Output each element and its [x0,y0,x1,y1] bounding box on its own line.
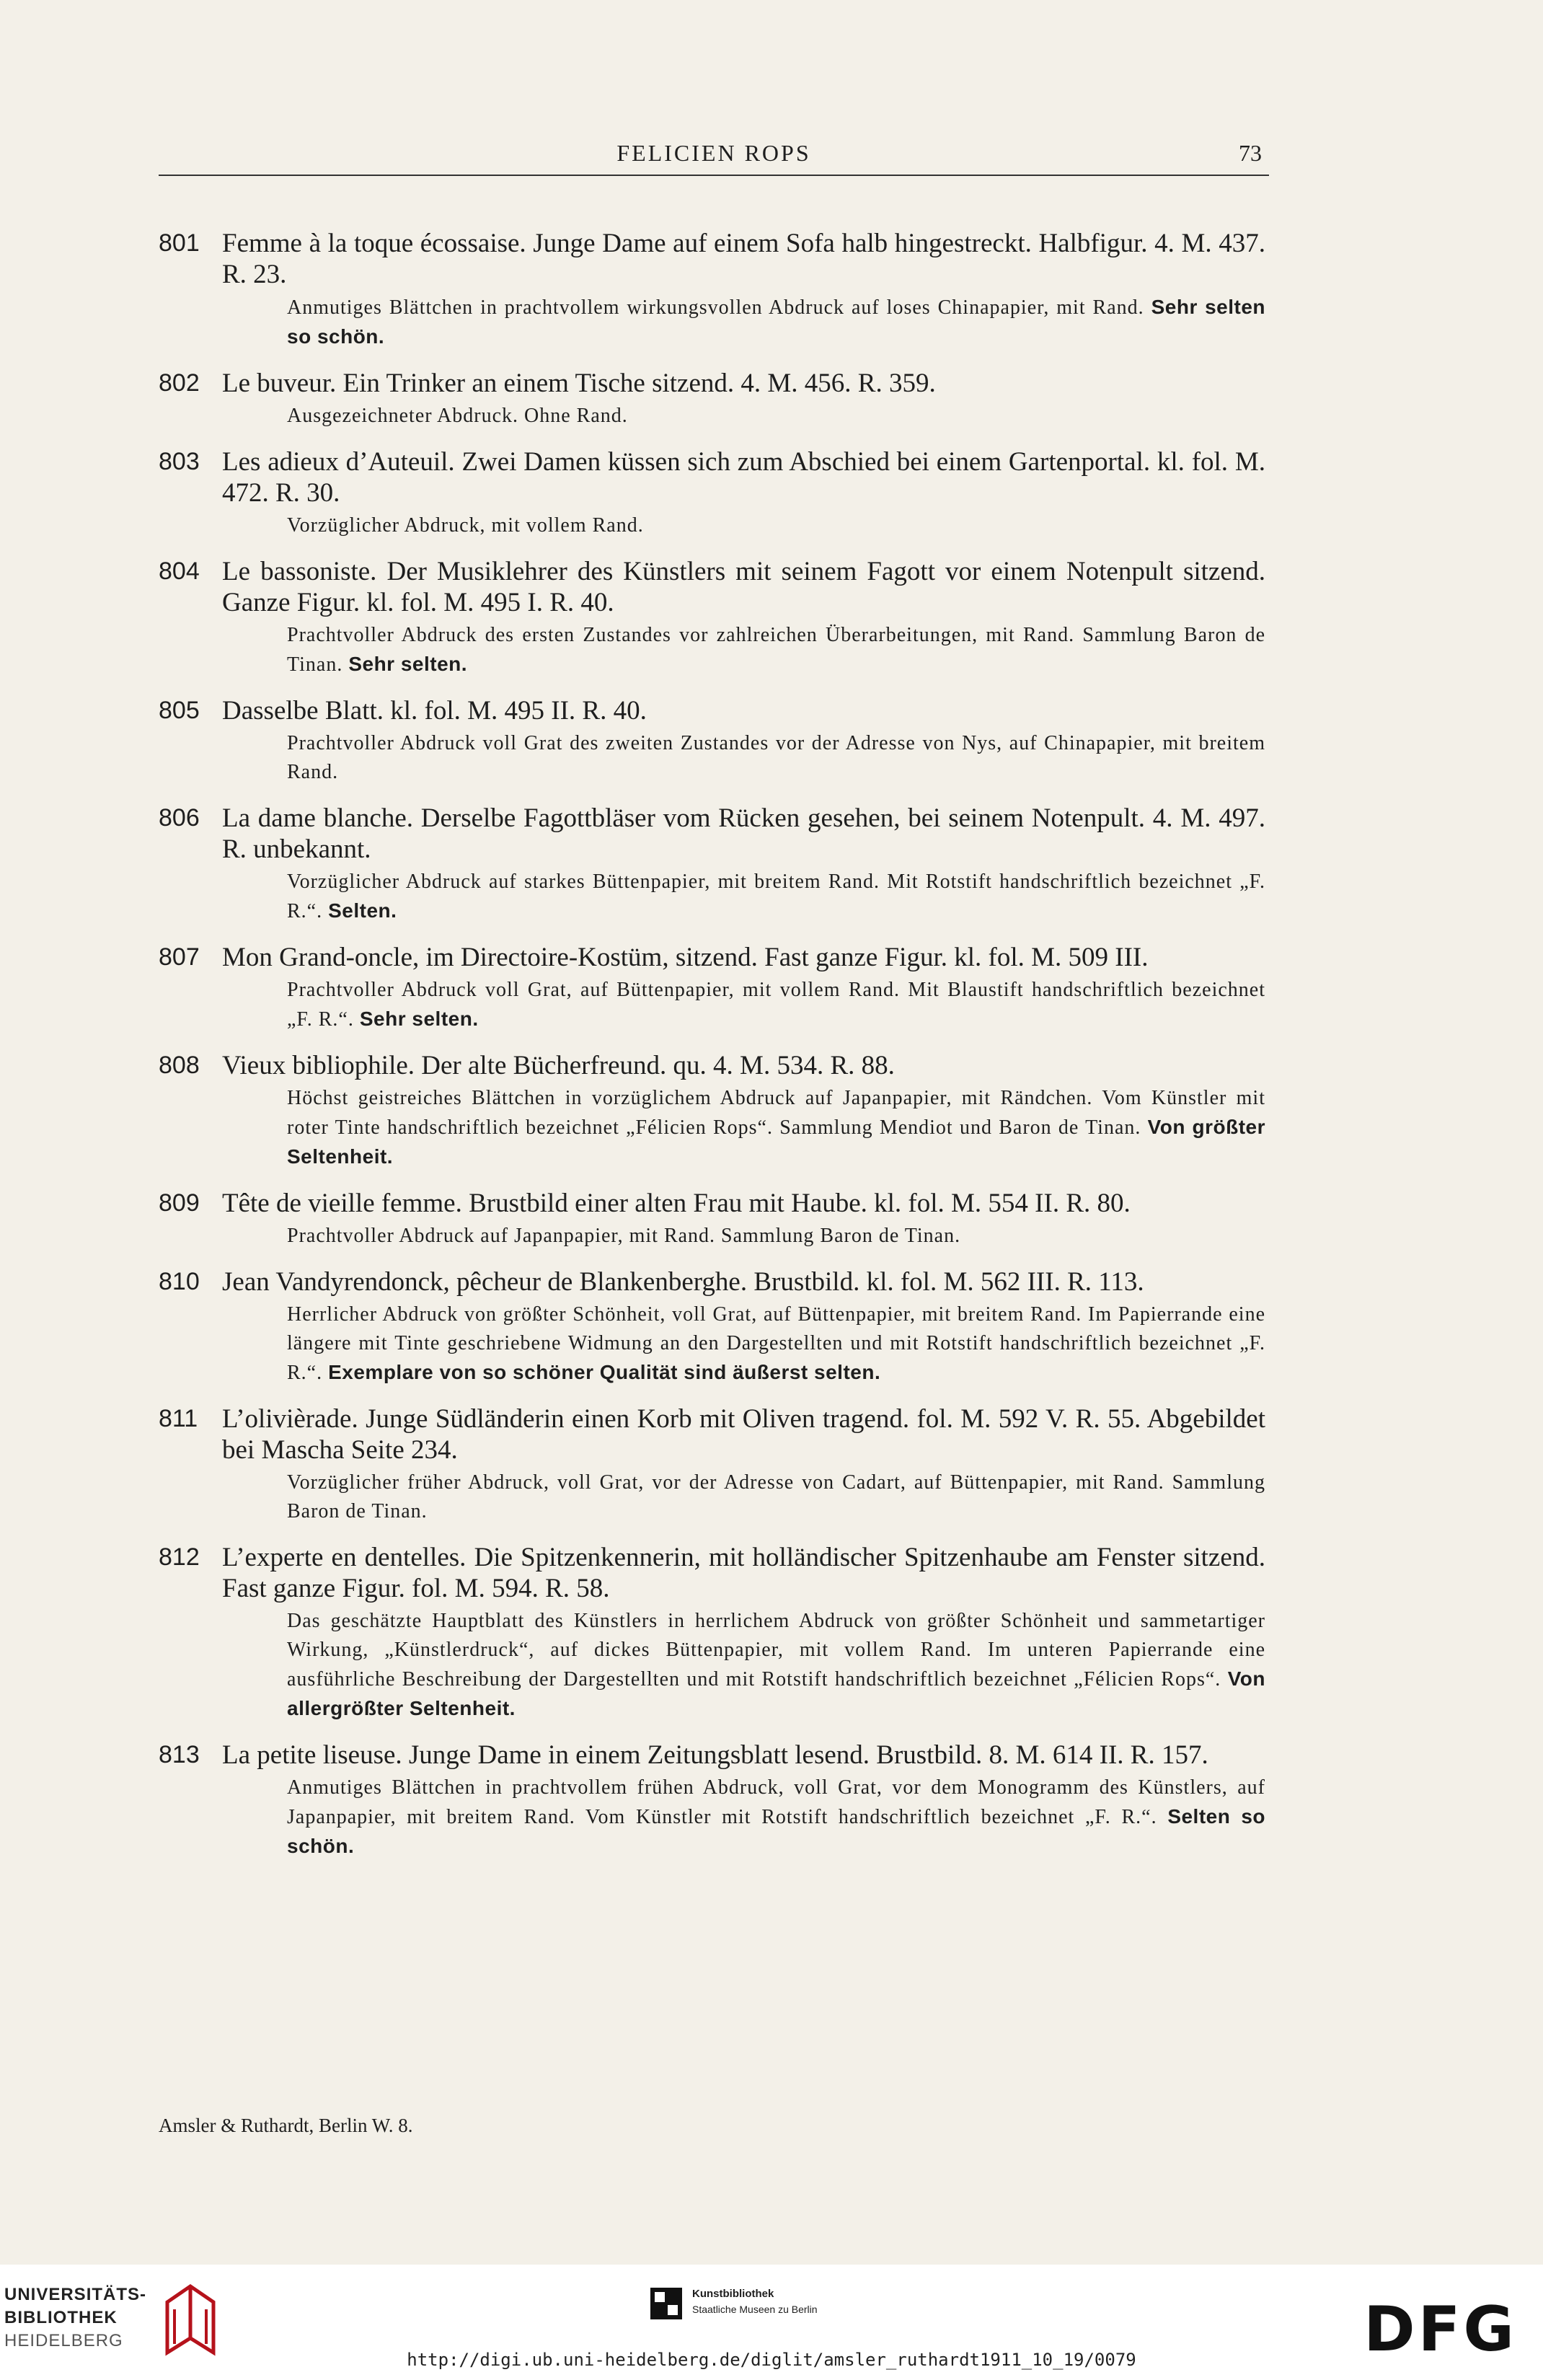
library-line-2: BIBLIOTHEK [4,2308,118,2327]
catalogue-entry [159,695,1265,787]
entry-rarity-remark: Von allergrößter Seltenheit. [287,1667,1266,1719]
catalogue-entry [159,1266,1265,1388]
library-line-1: UNIVERSITÄTS- [4,2285,147,2304]
entry-note-text: Vorzüglicher früher Abdruck, voll Grat, vor der Adresse von Cadart, auf Büttenpapier, mit Rand. Sammlung Baron de Tinan. [287,1471,1265,1522]
entry-number: 804 [159,557,200,585]
catalogue-entries [159,228,1265,1877]
entry-description: Le bassoniste. Der Musiklehrer des Künstlers mit seinem Fagott vor einem Notenpult sitzend. Ganze Figur. kl. fol. M. 495 I. R. 40. [222,557,1265,617]
library-line-3: HEIDELBERG [4,2331,123,2350]
entry-note-text: Vorzüglicher Abdruck auf starkes Büttenpapier, mit breitem Rand. Mit Rotstift handschriftlich bezeichnet „F. R.“. [287,871,1265,922]
entry-description: Jean Vandyrendonck, pêcheur de Blankenberghe. Brustbild. kl. fol. M. 562 III. R. 113. [222,1267,1144,1297]
entry-number: 806 [159,804,200,832]
entry-number: 803 [159,448,200,475]
entry-condition-note [287,868,1265,926]
catalogue-entry [159,1740,1265,1861]
entry-rarity-remark: Selten. [328,899,397,922]
page-number: 73 [1239,140,1262,166]
entry-number: 809 [159,1189,200,1217]
entry-note-text: Anmutiges Blättchen in prachtvollem frühen Abdruck, voll Grat, vor dem Monogramm des Künstlers, auf Japanpapier, mit breitem Rand. Vom Künstler mit Rotstift handschriftlich bezeichnet „F. R.“. [287,1776,1265,1828]
entry-number: 810 [159,1268,200,1295]
catalogue-entry [159,368,1265,431]
entry-condition-note [287,1084,1265,1172]
entry-description: Vieux bibliophile. Der alte Bücherfreund. qu. 4. M. 534. R. 88. [222,1051,895,1080]
entry-note-text: Das geschätzte Hauptblatt des Künstlers in herrlichem Abdruck von größter Schönheit und sammetartiger Wirkung, „Künstlerdruck“, auf dickes Büttenpapier, mit vollem Rand. Im unteren Papierrande eine ausführliche Beschreibung der Dargestellten und mit Rotstift handschriftlich bezeichnet „Félicien Rops“. [287,1610,1265,1691]
entry-rarity-remark: Sehr selten so schön. [287,296,1266,348]
entry-condition-note [287,1300,1265,1388]
entry-rarity-remark: Sehr selten. [359,1008,479,1030]
kunstbibliothek-name: Kunstbibliothek [692,2288,774,2300]
entry-note-text: Prachtvoller Abdruck des ersten Zustandes vor zahlreichen Überarbeitungen, mit Rand. Sammlung Baron de Tinan. [287,624,1265,676]
permalink-url[interactable]: http://digi.ub.uni-heidelberg.de/diglit/amsler_ruthardt1911_10_19/0079 [407,2350,1136,2370]
entry-condition-note [287,1773,1265,1861]
catalogue-entry [159,1403,1265,1526]
entry-description: Mon Grand-oncle, im Directoire-Kostüm, sitzend. Fast ganze Figur. kl. fol. M. 509 III. [222,943,1149,972]
entry-description: Tête de vieille femme. Brustbild einer alten Frau mit Haube. kl. fol. M. 554 II. R. 80. [222,1189,1131,1218]
entry-condition-note [287,976,1265,1034]
entry-rarity-remark: Sehr selten. [348,653,468,675]
entry-condition-note [287,511,1265,540]
entry-description: Femme à la toque écossaise. Junge Dame auf einem Sofa halb hingestreckt. Halbfigur. 4. M. 437. R. 23. [222,229,1265,289]
catalogue-entry [159,446,1265,540]
entry-note-text: Prachtvoller Abdruck auf Japanpapier, mit Rand. Sammlung Baron de Tinan. [287,1225,961,1247]
catalogue-entry [159,556,1265,679]
dfg-logo[interactable]: DFG [1363,2293,1517,2366]
entry-number: 808 [159,1052,200,1079]
catalogue-entry [159,228,1265,352]
entry-note-text: Herrlicher Abdruck von größter Schönheit, voll Grat, auf Büttenpapier, mit breitem Rand. Im Papierrande eine längere mit Tinte geschriebene Widmung an den Dargestellten und mit Rotstift handschriftlich bezeichnet „F. R.“. [287,1303,1265,1384]
entry-description: La petite liseuse. Junge Dame in einem Zeitungsblatt lesend. Brustbild. 8. M. 614 II. R. 157. [222,1740,1208,1770]
entry-note-text: Prachtvoller Abdruck voll Grat des zweiten Zustandes vor der Adresse von Nys, auf Chinapapier, mit breitem Rand. [287,732,1265,783]
entry-rarity-remark: Exemplare von so schöner Qualität sind äußerst selten. [328,1361,881,1383]
running-title: FELICIEN ROPS [616,140,811,166]
ub-book-icon [162,2280,219,2360]
entry-note-text: Höchst geistreiches Blättchen in vorzüglichem Abdruck auf Japanpapier, mit Rändchen. Vom Künstler mit roter Tinte handschriftlich bezeichnet „Félicien Rops“. Sammlung Mendiot und Baron de Tinan. [287,1087,1265,1139]
footer-bar [0,2265,1543,2380]
catalogue-entry [159,1050,1265,1172]
entry-condition-note [287,729,1265,787]
entry-number: 811 [159,1405,198,1432]
entry-condition-note [287,1607,1265,1724]
entry-number: 802 [159,369,200,397]
entry-description: Dasselbe Blatt. kl. fol. M. 495 II. R. 40. [222,696,647,726]
catalogue-entry [159,1542,1265,1724]
catalogue-entry [159,803,1265,926]
entry-description: Le buveur. Ein Trinker an einem Tische sitzend. 4. M. 456. R. 359. [222,369,936,398]
entry-description: L’experte en dentelles. Die Spitzenkennerin, mit holländischer Spitzenhaube am Fenster sitzend. Fast ganze Figur. fol. M. 594. R. 58. [222,1543,1265,1603]
entry-note-text: Vorzüglicher Abdruck, mit vollem Rand. [287,514,644,537]
entry-number: 801 [159,229,200,257]
kunstbibliothek-logo[interactable] [650,2280,910,2331]
entry-note-text: Ausgezeichneter Abdruck. Ohne Rand. [287,405,628,427]
entry-number: 807 [159,943,200,971]
entry-description: La dame blanche. Derselbe Fagottbläser vom Rücken gesehen, bei seinem Notenpult. 4. M. 497. R. unbekannt. [222,803,1265,864]
printer-imprint: Amsler & Ruthardt, Berlin W. 8. [159,2115,413,2136]
entry-rarity-remark: Von größter Seltenheit. [287,1116,1266,1168]
entry-condition-note [287,621,1265,679]
kunstbibliothek-subtitle: Staatliche Museen zu Berlin [692,2304,818,2315]
catalogue-entry [159,1188,1265,1251]
entry-note-text: Anmutiges Blättchen in prachtvollem wirkungsvollen Abdruck auf loses Chinapapier, mit Rand. [287,296,1144,319]
entry-description: L’olivièrade. Junge Südländerin einen Korb mit Oliven tragend. fol. M. 592 V. R. 55. Abgebildet bei Mascha Seite 234. [222,1404,1265,1465]
running-head [159,140,1269,176]
entry-number: 812 [159,1543,200,1571]
entry-condition-note [287,1468,1265,1526]
entry-number: 813 [159,1741,200,1768]
entry-note-text: Prachtvoller Abdruck voll Grat, auf Büttenpapier, mit vollem Rand. Mit Blaustift handschriftlich bezeichnet „F. R.“. [287,979,1265,1031]
entry-number: 805 [159,697,200,724]
catalogue-entry [159,942,1265,1034]
entry-condition-note [287,1222,1265,1251]
entry-description: Les adieux d’Auteuil. Zwei Damen küssen sich zum Abschied bei einem Gartenportal. kl. fol. M. 472. R. 30. [222,447,1265,508]
entry-condition-note [287,293,1265,352]
entry-condition-note [287,402,1265,431]
kunstbibliothek-icon [650,2288,682,2319]
entry-rarity-remark: Selten so schön. [287,1805,1266,1857]
